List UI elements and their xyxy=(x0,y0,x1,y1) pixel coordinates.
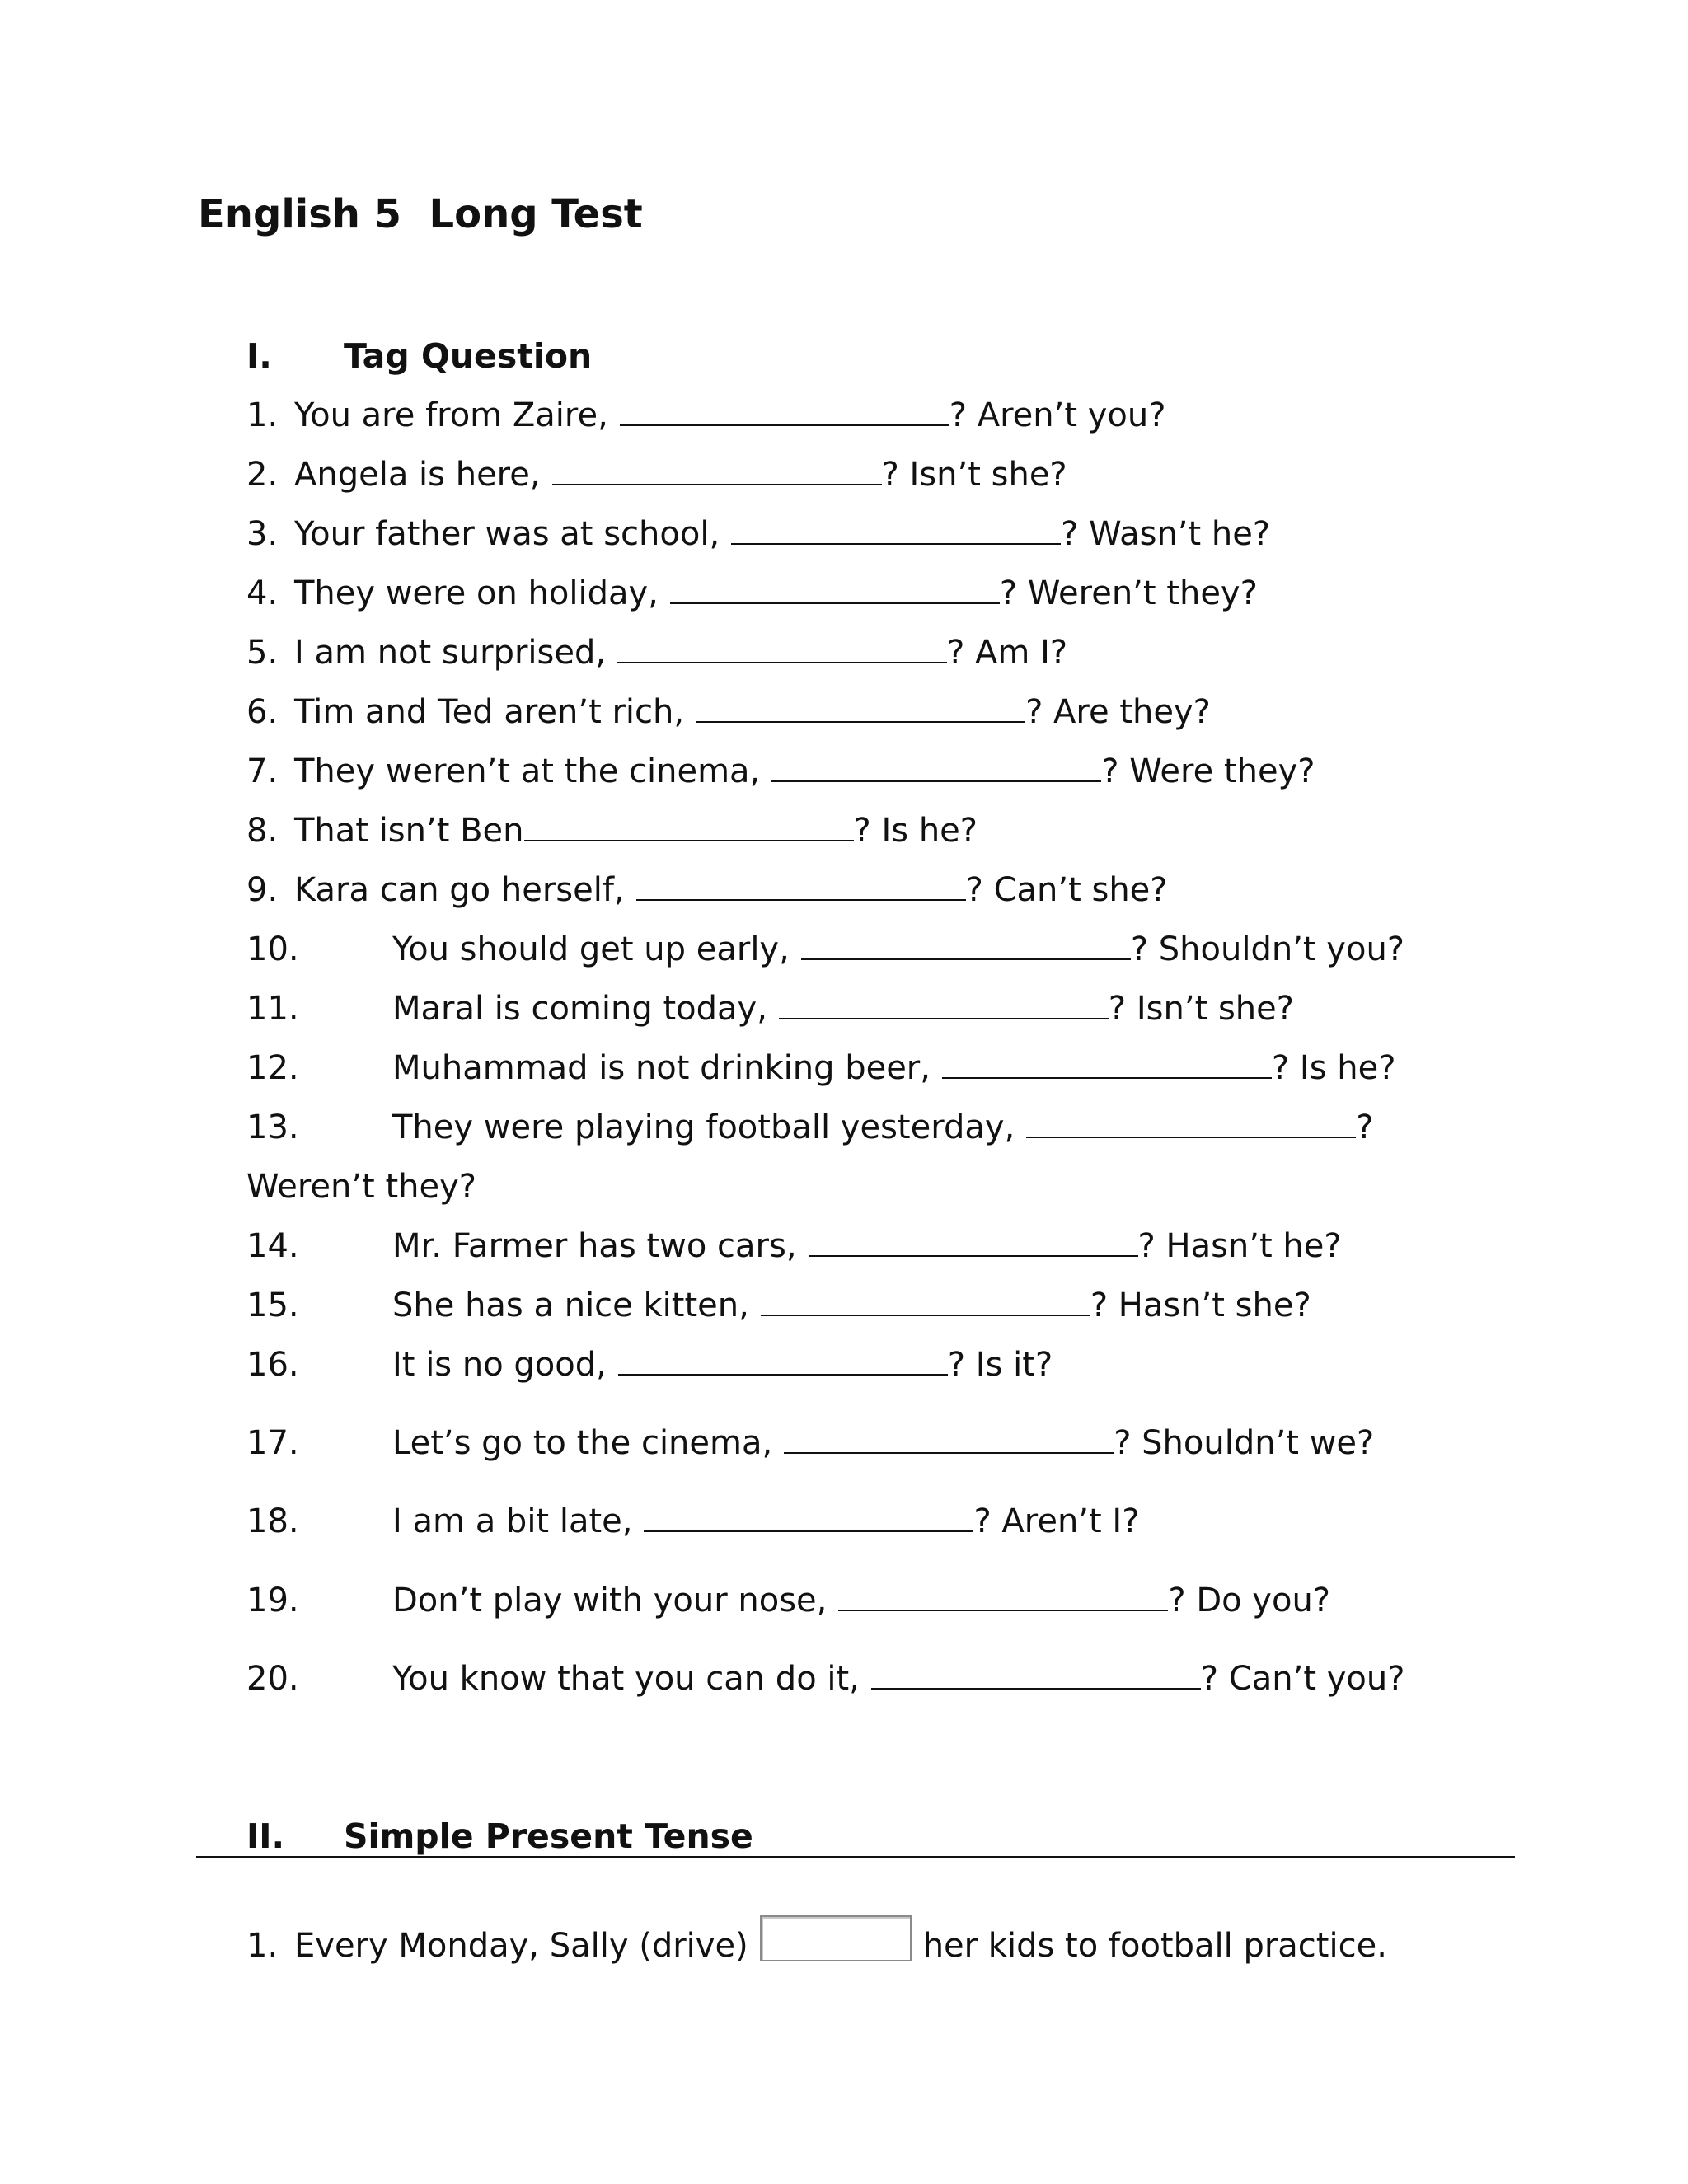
question-tag: ? Do you? xyxy=(1168,1582,1331,1619)
answer-blank[interactable] xyxy=(771,780,1101,782)
question-tag: ? Is he? xyxy=(1271,1049,1396,1087)
question-stem: You know that you can do it, xyxy=(392,1660,860,1698)
answer-blank[interactable] xyxy=(524,840,854,841)
question-number: 15. xyxy=(246,1286,299,1324)
question-number: 1. xyxy=(246,396,279,434)
question-stem: They weren’t at the cinema, xyxy=(294,752,761,790)
question-stem: They were on holiday, xyxy=(294,574,659,612)
question-stem: You are from Zaire, xyxy=(294,396,608,434)
question-stem: Don’t play with your nose, xyxy=(392,1582,828,1619)
question-6 xyxy=(246,693,1211,731)
question-14 xyxy=(246,1227,1342,1265)
question-tag: ? Shouldn’t you? xyxy=(1130,930,1405,968)
answer-blank[interactable] xyxy=(696,721,1025,723)
question-stem: I am a bit late, xyxy=(392,1502,633,1540)
question-4 xyxy=(246,574,1258,612)
answer-blank[interactable] xyxy=(636,899,966,901)
section-2-numeral: II. xyxy=(246,1816,285,1856)
question-stem: That isn’t Ben xyxy=(294,812,524,850)
question-number: 13. xyxy=(246,1108,299,1146)
answer-blank[interactable] xyxy=(731,543,1061,545)
sentence-before: Every Monday, Sally (drive) xyxy=(294,1927,748,1965)
answer-blank[interactable] xyxy=(801,958,1131,960)
question-tag: ? Aren’t I? xyxy=(973,1502,1140,1540)
question-18 xyxy=(246,1502,1140,1540)
answer-blank[interactable] xyxy=(620,424,950,426)
question-stem: They were playing football yesterday, xyxy=(392,1108,1015,1146)
question-tag: ? Isn’t she? xyxy=(1108,990,1294,1028)
question-7 xyxy=(246,752,1315,790)
answer-blank[interactable] xyxy=(644,1530,973,1532)
question-tag: ? Is he? xyxy=(853,812,978,850)
question-stem: She has a nice kitten, xyxy=(392,1286,749,1324)
question-tag: ? Hasn’t he? xyxy=(1137,1227,1342,1265)
question-tag: ? Is it? xyxy=(947,1346,1053,1384)
question-tag: ? Wasn’t he? xyxy=(1061,515,1271,553)
question-13 xyxy=(246,1108,1374,1146)
question-number: 6. xyxy=(246,693,279,731)
question-2 xyxy=(246,456,1067,494)
question-number: 20. xyxy=(246,1660,299,1698)
question-stem: Your father was at school, xyxy=(294,515,720,553)
question-number: 12. xyxy=(246,1049,299,1087)
question-3 xyxy=(246,515,1271,553)
question-number: 14. xyxy=(246,1227,299,1265)
question-number: 19. xyxy=(246,1582,299,1619)
question-1 xyxy=(246,396,1166,434)
answer-blank[interactable] xyxy=(779,1018,1109,1019)
question-5 xyxy=(246,634,1068,672)
question-number: 7. xyxy=(246,752,279,790)
question-tag: ? Can’t she? xyxy=(965,871,1168,909)
question-tag: ? Weren’t they? xyxy=(999,574,1258,612)
question-tag: ? Were they? xyxy=(1101,752,1315,790)
question-12 xyxy=(246,1049,1396,1087)
question-number: 1. xyxy=(246,1927,279,1965)
answer-blank[interactable] xyxy=(809,1255,1138,1257)
question-tag: ? Are they? xyxy=(1025,693,1211,731)
question-9 xyxy=(246,871,1168,909)
question-16 xyxy=(246,1346,1053,1384)
question-10 xyxy=(246,930,1405,968)
question-stem: Let’s go to the cinema, xyxy=(392,1424,773,1462)
question-tag: ? Can’t you? xyxy=(1200,1660,1405,1698)
question-17 xyxy=(246,1424,1375,1462)
question-number: 17. xyxy=(246,1424,299,1462)
section-1-heading xyxy=(246,336,593,376)
question-number: 3. xyxy=(246,515,279,553)
question-20 xyxy=(246,1660,1405,1698)
answer-blank[interactable] xyxy=(617,662,947,663)
question-11 xyxy=(246,990,1294,1028)
answer-blank[interactable] xyxy=(761,1315,1090,1316)
question-8 xyxy=(246,812,978,850)
question-number: 9. xyxy=(246,871,279,909)
question-13-continuation: Weren’t they? xyxy=(246,1168,477,1206)
answer-blank[interactable] xyxy=(838,1610,1168,1611)
question-stem: It is no good, xyxy=(392,1346,607,1384)
question-number: 10. xyxy=(246,930,299,968)
question-number: 5. xyxy=(246,634,279,672)
answer-blank[interactable] xyxy=(942,1077,1272,1079)
question-number: 11. xyxy=(246,990,299,1028)
question-number: 16. xyxy=(246,1346,299,1384)
question-tag: ? Hasn’t she? xyxy=(1090,1286,1311,1324)
answer-blank[interactable] xyxy=(1026,1137,1356,1138)
section-1-title: Tag Question xyxy=(344,336,593,376)
answer-blank[interactable] xyxy=(871,1688,1201,1690)
question-tag: ? xyxy=(1356,1108,1374,1146)
question-tag: ? Isn’t she? xyxy=(881,456,1067,494)
question-19 xyxy=(246,1584,1330,1617)
answer-blank[interactable] xyxy=(552,484,882,485)
answer-blank[interactable] xyxy=(618,1374,948,1376)
question-stem: Mr. Farmer has two cars, xyxy=(392,1227,797,1265)
question-stem: You should get up early, xyxy=(392,930,790,968)
section-2-underline xyxy=(196,1856,1515,1858)
question-stem: Tim and Ted aren’t rich, xyxy=(294,693,685,731)
question-tag: ? Shouldn’t we? xyxy=(1114,1424,1375,1462)
question-stem: Kara can go herself, xyxy=(294,871,625,909)
question-number: 18. xyxy=(246,1502,299,1540)
question-stem: I am not surprised, xyxy=(294,634,607,672)
section-1-numeral: I. xyxy=(246,336,272,376)
answer-input-box[interactable] xyxy=(760,1915,912,1961)
question-stem: Maral is coming today, xyxy=(392,990,767,1028)
answer-blank[interactable] xyxy=(784,1452,1114,1454)
section-2-title: Simple Present Tense xyxy=(344,1816,753,1856)
question-15 xyxy=(246,1286,1311,1324)
question-tag: ? Aren’t you? xyxy=(949,396,1166,434)
exercise-2-item-1 xyxy=(246,1915,1387,1965)
question-number: 4. xyxy=(246,574,279,612)
section-2-heading xyxy=(246,1816,753,1856)
sentence-after: her kids to football practice. xyxy=(922,1927,1387,1965)
question-stem: Angela is here, xyxy=(294,456,541,494)
question-number: 8. xyxy=(246,812,279,850)
question-number: 2. xyxy=(246,456,279,494)
page-title: English 5 Long Test xyxy=(198,191,643,237)
question-stem: Muhammad is not drinking beer, xyxy=(392,1049,931,1087)
answer-blank[interactable] xyxy=(670,602,1000,604)
question-tag: ? Am I? xyxy=(947,634,1068,672)
